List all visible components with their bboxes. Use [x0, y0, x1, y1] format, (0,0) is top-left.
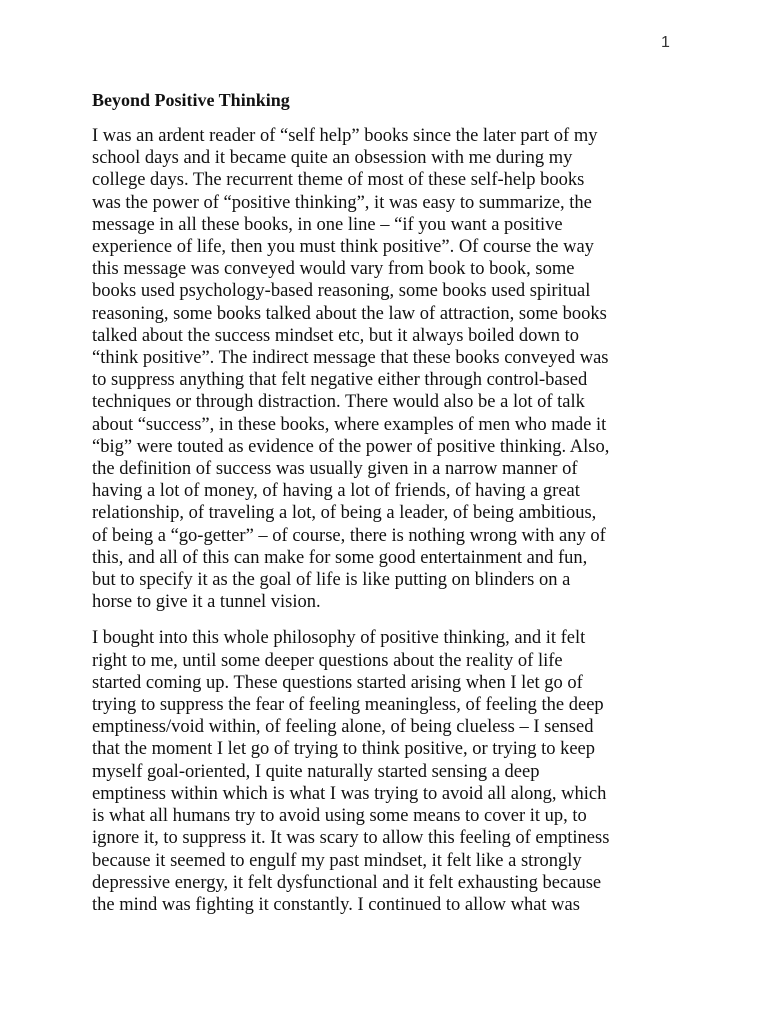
text-line: school days and it became quite an obsession with me during my: [92, 148, 573, 169]
paragraph-2: [92, 627, 680, 916]
text-line: the mind was fighting it constantly. I continued to allow what was: [92, 894, 580, 915]
text-line: started coming up. These questions started arising when I let go of: [92, 672, 583, 693]
text-line: books used psychology-based reasoning, some books used spiritual: [92, 281, 591, 302]
text-line: emptiness/void within, of feeling alone, of being clueless – I sensed: [92, 717, 594, 738]
text-line: this message was conveyed would vary from book to book, some: [92, 259, 575, 280]
text-line: talked about the success mindset etc, but it always boiled down to: [92, 325, 580, 346]
text-line: ignore it, to suppress it. It was scary to allow this feeling of emptiness: [92, 828, 610, 849]
text-line: about “success”, in these books, where examples of men who made it: [92, 414, 607, 435]
document-body: [92, 89, 680, 930]
text-line: this, and all of this can make for some good entertainment and fun,: [92, 547, 588, 568]
text-line: that the moment I let go of trying to think positive, or trying to keep: [92, 739, 596, 760]
text-line: myself goal-oriented, I quite naturally started sensing a deep: [92, 761, 540, 782]
text-line: experience of life, then you must think positive”. Of course the way: [92, 237, 594, 258]
text-line: relationship, of traveling a lot, of being a leader, of being ambitious,: [92, 503, 597, 524]
text-line: I bought into this whole philosophy of positive thinking, and it felt: [92, 628, 586, 649]
text-line: techniques or through distraction. There would also be a lot of talk: [92, 392, 585, 413]
text-line: the definition of success was usually given in a narrow manner of: [92, 459, 578, 480]
text-line: message in all these books, in one line – “if you want a positive: [92, 214, 563, 235]
text-line: reasoning, some books talked about the law of attraction, some books: [92, 303, 607, 324]
text-line: but to specify it as the goal of life is like putting on blinders on a: [92, 570, 571, 591]
text-line: I was an ardent reader of “self help” books since the later part of my: [92, 126, 598, 146]
text-line: to suppress anything that felt negative either through control-based: [92, 370, 588, 391]
text-line: was the power of “positive thinking”, it was easy to summarize, the: [92, 192, 592, 213]
text-line: right to me, until some deeper questions about the reality of life: [92, 650, 563, 671]
text-line: emptiness within which is what I was trying to avoid all along, which: [92, 783, 607, 804]
text-line: depressive energy, it felt dysfunctional and it felt exhausting because: [92, 872, 602, 893]
text-line: having a lot of money, of having a lot of friends, of having a great: [92, 481, 580, 502]
text-line: college days. The recurrent theme of most of these self-help books: [92, 170, 585, 191]
page-number: 1: [661, 34, 670, 51]
text-line: “think positive”. The indirect message that these books conveyed was: [92, 348, 609, 369]
text-line: “big” were touted as evidence of the power of positive thinking. Also,: [92, 436, 610, 457]
document-title: Beyond Positive Thinking: [92, 90, 290, 110]
text-line: trying to suppress the fear of feeling meaningless, of feeling the deep: [92, 695, 604, 716]
text-line: horse to give it a tunnel vision.: [92, 592, 321, 613]
text-line: because it seemed to engulf my past mindset, it felt like a strongly: [92, 850, 582, 871]
paragraph-1: [92, 125, 680, 613]
text-line: is what all humans try to avoid using some means to cover it up, to: [92, 806, 587, 827]
text-line: of being a “go-getter” – of course, there is nothing wrong with any of: [92, 525, 606, 546]
